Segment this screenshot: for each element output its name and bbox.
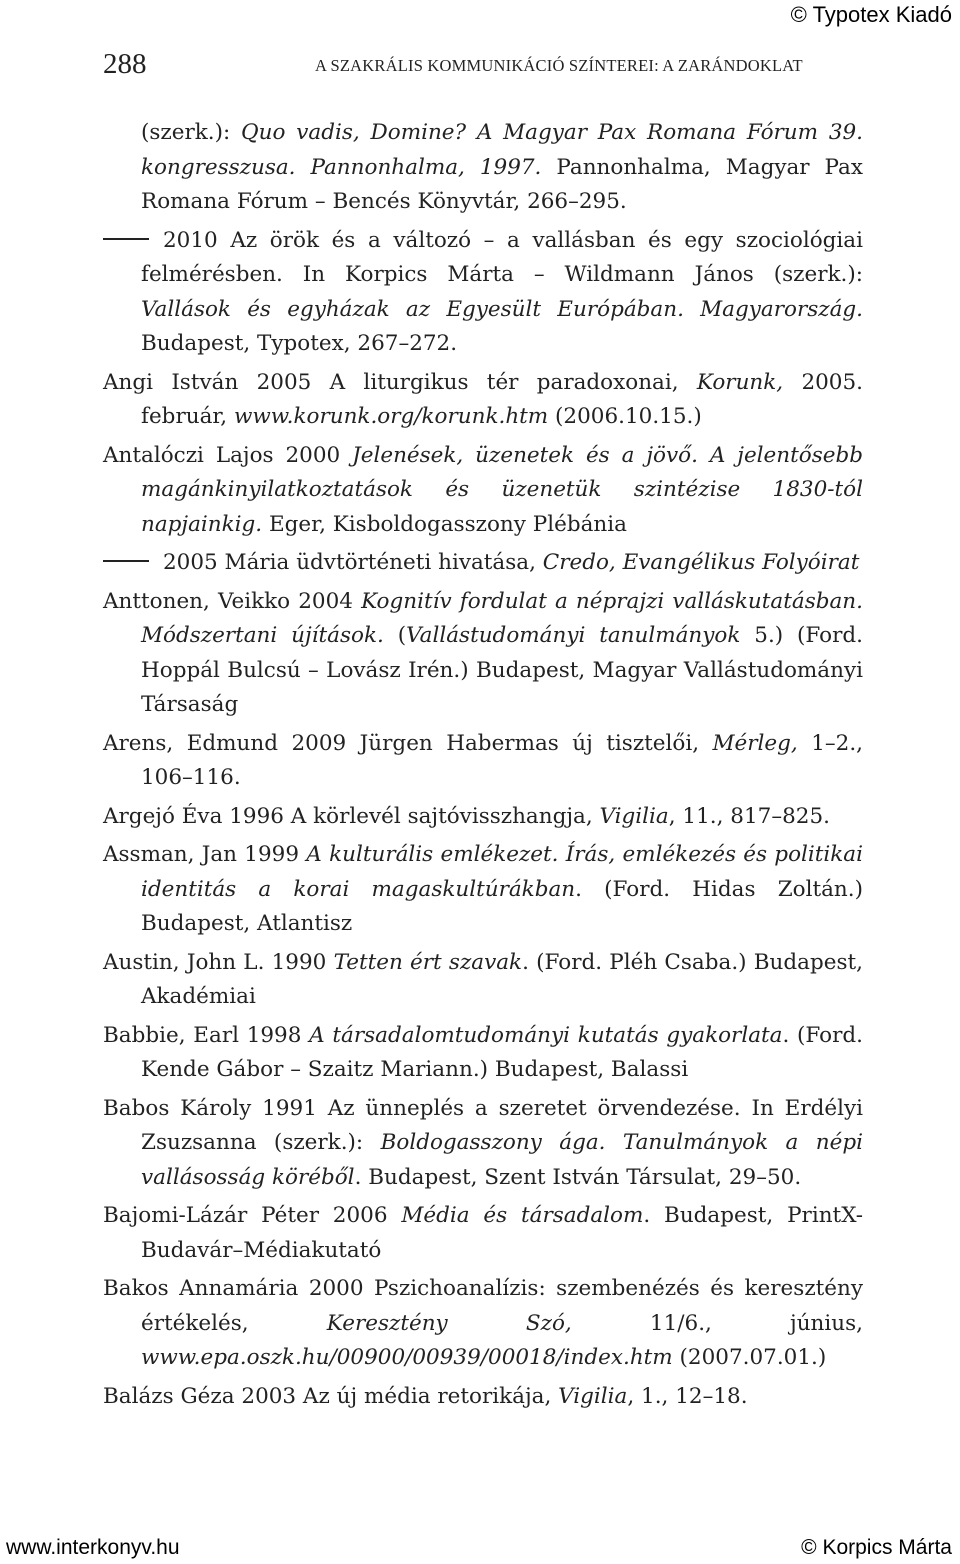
- ref-title: Korunk,: [696, 369, 784, 395]
- ref-text: Balázs Géza 2003 Az új média retorikája,: [103, 1383, 559, 1409]
- ref-text: Bajomi-Lázár Péter 2006: [103, 1203, 402, 1228]
- ref-text: . (Ford. Hidas Zoltán.) Budapest, Atlantisz: [141, 876, 863, 936]
- ref-title: Vallások és egyházak az Egyesült Európában. Magyarország.: [141, 296, 863, 322]
- reference-entry: [103, 1272, 863, 1376]
- reference-entry: [103, 546, 863, 581]
- ref-text: , 1., 12–18.: [627, 1383, 748, 1409]
- reference-entry: [103, 439, 863, 543]
- running-title: A SZAKRÁLIS KOMMUNIKÁCIÓ SZÍNTEREI: A ZARÁNDOKLAT: [315, 56, 803, 75]
- ref-text: 2005 Mária üdvtörténeti hivatása,: [163, 550, 543, 575]
- ref-title: Boldogasszony ága. Tanulmányok a népi vallásosság köréből: [141, 1130, 863, 1190]
- ref-text: . (Ford. Pléh Csaba.) Budapest, Akadémiai: [141, 949, 863, 1009]
- ref-text: 2010 Az örök és a változó – a vallásban és egy szociológiai felmérésben. In Korpics Márta – Wildmann János (szerk.):: [141, 227, 863, 287]
- ref-title: Média és társadalom: [401, 1203, 644, 1228]
- reference-entry: [103, 838, 863, 942]
- footer-website[interactable]: www.interkonyv.hu: [6, 1536, 180, 1559]
- ref-text: Arens, Edmund 2009 Jürgen Habermas új tisztelői,: [103, 730, 713, 756]
- reference-entry: [103, 1199, 863, 1268]
- ref-text: . Budapest, PrintX-Budavár–Médiakutató: [141, 1203, 863, 1263]
- ref-title: Quo vadis, Domine? A Magyar Pax Romana Fórum 39. kongresszusa. Pannonhalma, 1997.: [141, 120, 864, 180]
- ref-title: Kognitív fordulat a néprajzi valláskutatásban. Módszertani újítások.: [141, 588, 863, 648]
- reference-entry: [103, 1092, 863, 1196]
- ref-text: Austin, John L. 1990: [103, 949, 334, 975]
- ref-title: Keresztény Szó,: [326, 1310, 572, 1336]
- reference-entry: [103, 366, 863, 435]
- ref-text: 11/6., június,: [571, 1310, 863, 1336]
- ref-title: Vigilia: [599, 803, 669, 829]
- reference-entry: [103, 585, 863, 723]
- ref-title: Mérleg,: [712, 730, 798, 756]
- ref-text: Argejó Éva 1996 A körlevél sajtóvisszhangja,: [103, 803, 600, 829]
- ref-text: Bakos Annamária 2000 Pszichoanalízis: szembenézés és keresztény értékelés,: [103, 1276, 863, 1336]
- reference-entry: [103, 116, 863, 220]
- ditto-dash: [103, 560, 149, 562]
- reference-entry: [103, 1380, 863, 1415]
- ref-text: Angi István 2005 A liturgikus tér paradoxonai,: [103, 369, 697, 395]
- ref-text: . Budapest, Szent István Társulat, 29–50.: [354, 1164, 802, 1190]
- reference-list: [103, 116, 863, 1418]
- ref-url[interactable]: www.epa.oszk.hu/00900/00939/00018/index.htm: [141, 1345, 673, 1370]
- ref-text: . (Ford. Kende Gábor – Szaitz Mariann.) Budapest, Balassi: [141, 1022, 863, 1082]
- ref-text: 2005. február,: [141, 369, 863, 429]
- ref-url[interactable]: www.korunk.org/korunk.htm: [233, 404, 549, 429]
- copyright-top: © Typotex Kiadó: [790, 2, 952, 27]
- ref-title: A társadalomtudományi kutatás gyakorlata: [309, 1022, 783, 1048]
- reference-entry: [103, 224, 863, 362]
- ref-text: Antalóczi Lajos 2000: [103, 442, 353, 468]
- reference-entry: [103, 1019, 863, 1088]
- ref-text: (: [383, 623, 407, 648]
- reference-entry: [103, 800, 863, 835]
- ref-text: , 11., 817–825.: [668, 803, 830, 829]
- reference-entry: [103, 946, 863, 1015]
- ref-series: Vallástudományi tanulmányok: [406, 623, 741, 648]
- ref-text: (szerk.):: [141, 120, 242, 145]
- footer-copyright: © Korpics Márta: [801, 1536, 952, 1559]
- ref-text: Babos Károly 1991 Az ünneplés a szeretet örvendezése. In Erdélyi Zsuzsanna (szerk.):: [103, 1095, 863, 1155]
- ref-title: Credo, Evangélikus Folyóirat: [542, 550, 860, 575]
- ref-title: A kulturális emlékezet. Írás, emlékezés és politikai identitás a korai magaskultúrákban: [141, 842, 863, 902]
- reference-entry: [103, 727, 863, 796]
- ref-title: Vigilia: [558, 1383, 628, 1409]
- ref-text: Babbie, Earl 1998: [103, 1022, 310, 1048]
- ref-text: Budapest, Typotex, 267–272.: [141, 331, 458, 356]
- page-header: [103, 48, 863, 80]
- ref-text: Pannonhalma, Magyar Pax Romana Fórum – Bencés Könyvtár, 266–295.: [141, 154, 863, 214]
- ref-text: Eger, Kisboldogasszony Plébánia: [262, 511, 627, 537]
- ref-title: Jelenések, üzenetek és a jövő. A jelentősebb magánkinyilatkoztatások és üzenetük szintézise 1830-tól napjainkig.: [141, 442, 863, 537]
- ref-title: Tetten ért szavak: [333, 949, 523, 975]
- ref-text: (2007.07.01.): [672, 1345, 827, 1370]
- ref-text: Anttonen, Veikko 2004: [103, 588, 362, 614]
- ditto-dash: [103, 238, 149, 240]
- page-number: 288: [103, 48, 147, 80]
- ref-text: (2006.10.15.): [548, 404, 702, 429]
- ref-text: Assman, Jan 1999: [103, 842, 307, 867]
- ref-text: 5.) (Ford. Hoppál Bulcsú – Lovász Irén.) Budapest, Magyar Vallástudományi Társaság: [141, 623, 863, 717]
- ref-text: 1–2., 106–116.: [141, 730, 863, 790]
